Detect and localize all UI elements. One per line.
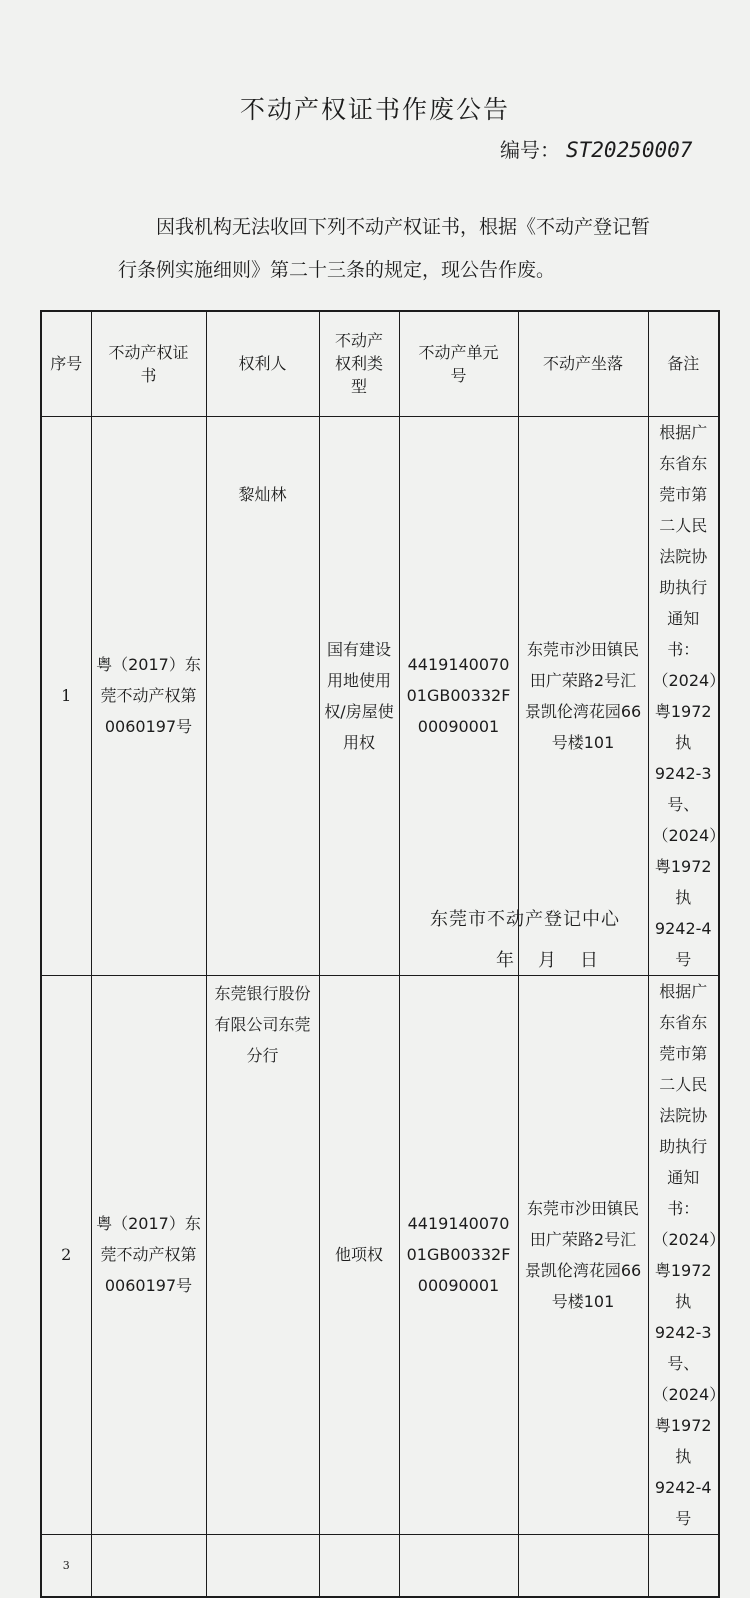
cell-seq: 3 bbox=[41, 1534, 91, 1597]
cell-remark: 根据广东省东莞市第二人民法院协助执行通知书：（2024）粤1972执9242-3号、（2024）粤1972执9242-4号 bbox=[648, 975, 719, 1534]
cell-right-type bbox=[319, 1534, 399, 1597]
date-year: 年 bbox=[496, 950, 514, 971]
table-row bbox=[41, 1534, 719, 1597]
header-seq: 序号 bbox=[41, 311, 91, 416]
header-unit-no: 不动产单元号 bbox=[399, 311, 518, 416]
cell-location: 东莞市沙田镇民田广荣路2号汇景凯伦湾花园66号楼101 bbox=[518, 975, 648, 1534]
cell-cert: 粤（2017）东莞不动产权第0060197号 bbox=[91, 975, 206, 1534]
cell-cert: 粤（2017）东莞不动产权第0060197号 bbox=[91, 416, 206, 975]
cell-remark bbox=[648, 1534, 719, 1597]
header-right-type: 不动产权利类型 bbox=[319, 311, 399, 416]
cell-location: 东莞市沙田镇民田广荣路2号汇景凯伦湾花园66号楼101 bbox=[518, 416, 648, 975]
cell-holder bbox=[206, 1534, 319, 1597]
cell-seq: 2 bbox=[41, 975, 91, 1534]
cell-cert bbox=[91, 1534, 206, 1597]
cell-holder: 东莞银行股份有限公司东莞分行 bbox=[206, 975, 319, 1534]
cell-unit-no: 441914007001GB00332F00090001 bbox=[399, 416, 518, 975]
issue-date bbox=[496, 946, 622, 972]
header-holder: 权利人 bbox=[206, 311, 319, 416]
issuing-organization: 东莞市不动产登记中心 bbox=[430, 909, 620, 930]
cell-holder: 黎灿林 bbox=[206, 416, 319, 975]
table-header-row bbox=[41, 311, 719, 416]
table-row bbox=[41, 975, 719, 1534]
cell-unit-no bbox=[399, 1534, 518, 1597]
date-month: 月 bbox=[538, 950, 556, 971]
cell-seq: 1 bbox=[41, 416, 91, 975]
date-day: 日 bbox=[580, 950, 598, 971]
cell-location bbox=[518, 1534, 648, 1597]
table-row bbox=[41, 416, 719, 975]
serial-label: 编号： bbox=[500, 138, 560, 162]
header-remark: 备注 bbox=[648, 311, 719, 416]
serial-value: ST20250007 bbox=[566, 138, 693, 162]
serial-number bbox=[500, 134, 692, 163]
cell-right-type: 国有建设用地使用权/房屋使用权 bbox=[319, 416, 399, 975]
cell-unit-no: 441914007001GB00332F00090001 bbox=[399, 975, 518, 1534]
intro-paragraph: 因我机构无法收回下列不动产权证书，根据《不动产登记暂行条例实施细则》第二十三条的规定，现公告作废。 bbox=[118, 216, 651, 281]
cell-right-type: 他项权 bbox=[319, 975, 399, 1534]
header-cert: 不动产权证书 bbox=[91, 311, 206, 416]
page-title: 不动产权证书作废公告 bbox=[239, 95, 510, 124]
cell-remark: 根据广东省东莞市第二人民法院协助执行通知书：（2024）粤1972执9242-3号、（2024）粤1972执9242-4号 bbox=[648, 416, 719, 975]
header-location: 不动产坐落 bbox=[518, 311, 648, 416]
